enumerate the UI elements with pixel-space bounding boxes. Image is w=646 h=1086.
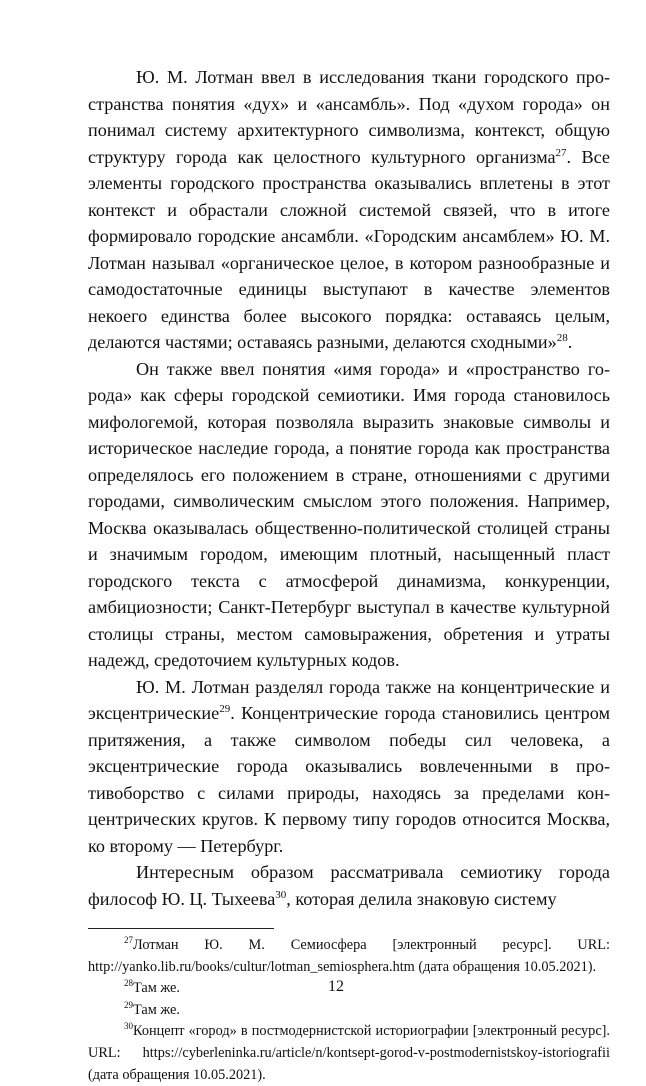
- footnote: [88, 935, 610, 978]
- paragraph-text: Ю. М. Лотман ввел в исследования ткани городского пространства понятия «дух» и «ансамбль». Под «духом города» он понимал систему архитектурного символизма, контекст, общую структуру города как целостного культурного организма: [88, 67, 610, 167]
- paragraph-text: Он также ввел понятия «имя города» и «пространство города» как сферы городской семиотики. Имя города становилось мифологемой, которая позволяла выразить знаковые символы и историческое наследие города, а понятие города как пространства определялось его положением в стране, отношениями с другими городами, символическим смыслом этого положения. Например, Москва оказывалась общественно-политической столицей страны и значимым городом, имеющим плотный, насыщенный пласт городского текста с атмосферой динамизма, конкуренции, амбициозности; Санкт-Петербург выступал в качестве культурной столицы страны, местом самовыражения, обретения и утраты надежд, средоточием культурных кодов.: [88, 358, 610, 670]
- footnote-text: Лотман Ю. М. Семиосфера [электронный ресурс]. URL: http://yanko.lib.ru/books/cultur/lotman_semiosphera.htm (дата обращения 10.05.2021).: [88, 937, 610, 975]
- footnote: [88, 1021, 610, 1086]
- footnote-ref: 30: [275, 888, 287, 901]
- footnotes: [88, 935, 610, 1086]
- main-text: [88, 64, 610, 912]
- paragraph-text: . Концентрические города становились центром притяжения, а также символом победы сил человека, а эксцентрические города оказывались вовлеченными в противоборство с силами природы, находясь за пределами концентрических кругов. К первому типу городов относится Москва, ко второму — Петербург.: [88, 703, 610, 856]
- footnote-ref: 27: [555, 146, 567, 159]
- footnote-number: 30: [124, 1021, 133, 1032]
- paragraph: [88, 356, 610, 674]
- paragraph: [88, 674, 610, 860]
- paragraph-text: . Все элементы городского пространства оказывались вплетены в этот контекст и обрастали сложной системой связей, что в итоге формировало городские ансамбли. «Городским ансамблем» Ю. М. Лотман называл «органическое целое, в котором разнообразные и самодостаточные единицы выступают в качестве элементов некоего единства более высокого порядка: оставаясь целым, делаются частями; оставаясь разными, делаются сходными»: [88, 146, 610, 352]
- paragraph-text: .: [567, 332, 573, 352]
- paragraph: [88, 64, 610, 356]
- paragraph-text: , которая делила знаковую систему: [286, 888, 557, 909]
- footnote-text: Там же.: [133, 1001, 180, 1018]
- paragraph-text: Ю. М. Лотман разделял города также на концентрические и эксцентрические: [88, 676, 610, 723]
- paragraph: [88, 859, 610, 912]
- footnote-number: 27: [124, 935, 133, 946]
- footnote-ref: 28: [556, 331, 568, 344]
- footnote-separator: [88, 928, 274, 929]
- footnote-number: 28: [124, 978, 133, 989]
- footnote-text: Там же.: [133, 980, 180, 997]
- footnote: [88, 1000, 610, 1022]
- footnote-number: 29: [124, 1000, 133, 1011]
- footnote-ref: 29: [219, 702, 231, 715]
- page-number: 12: [328, 978, 344, 995]
- footnote-text: Концепт «город» в постмодернистской историографии [электронный ресурс]. URL: https://cyberleninka.ru/article/n/kontsept-gorod-v-postmodernistskoy-istoriografii (дата обращения 10.05.2021).: [88, 1023, 610, 1083]
- paragraph-text: Интересным образом рассматривала семиотику города философ Ю. Ц. Тыхеева: [88, 862, 610, 909]
